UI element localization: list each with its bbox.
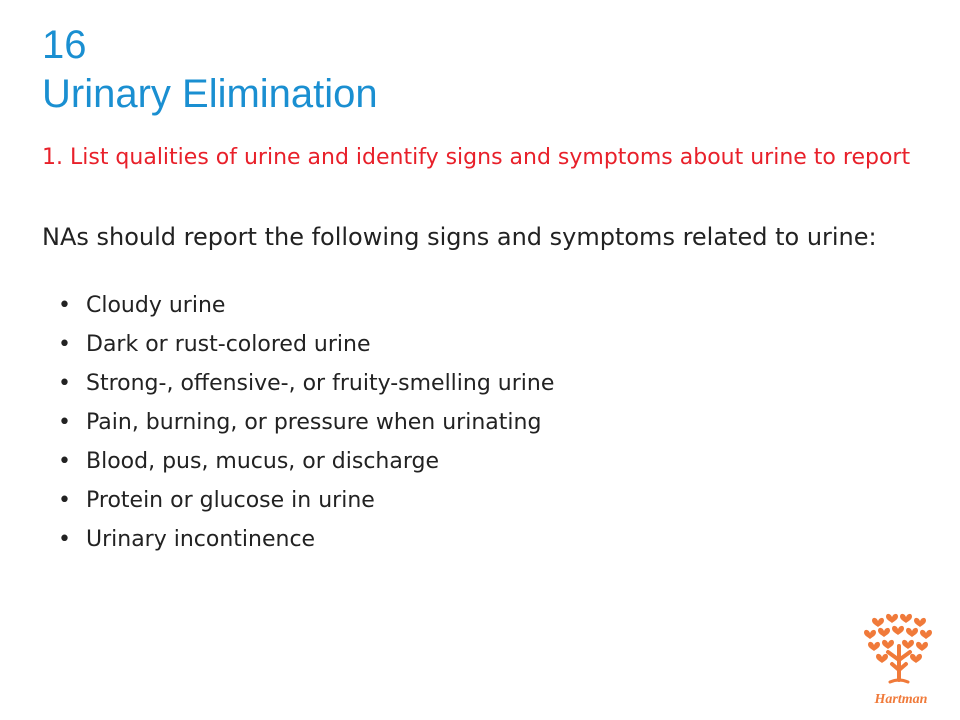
list-item: • Protein or glucose in urine	[58, 483, 554, 522]
chapter-title: Urinary Elimination	[42, 72, 378, 116]
learning-objective: 1. List qualities of urine and identify signs and symptoms about urine to report	[42, 145, 911, 170]
heart-tree-icon	[864, 614, 932, 682]
list-item: • Blood, pus, mucus, or discharge	[58, 444, 554, 483]
symptom-list	[58, 288, 554, 561]
list-item: • Cloudy urine	[58, 288, 554, 327]
list-item: • Urinary incontinence	[58, 522, 554, 561]
hartman-logo	[860, 608, 942, 712]
list-item: • Pain, burning, or pressure when urinating	[58, 405, 554, 444]
logo-wordmark: Hartman	[874, 692, 928, 707]
intro-text: NAs should report the following signs and symptoms related to urine:	[42, 223, 877, 251]
list-item: • Strong-, offensive-, or fruity-smelling urine	[58, 366, 554, 405]
list-item: • Dark or rust-colored urine	[58, 327, 554, 366]
chapter-number: 16	[42, 23, 87, 67]
